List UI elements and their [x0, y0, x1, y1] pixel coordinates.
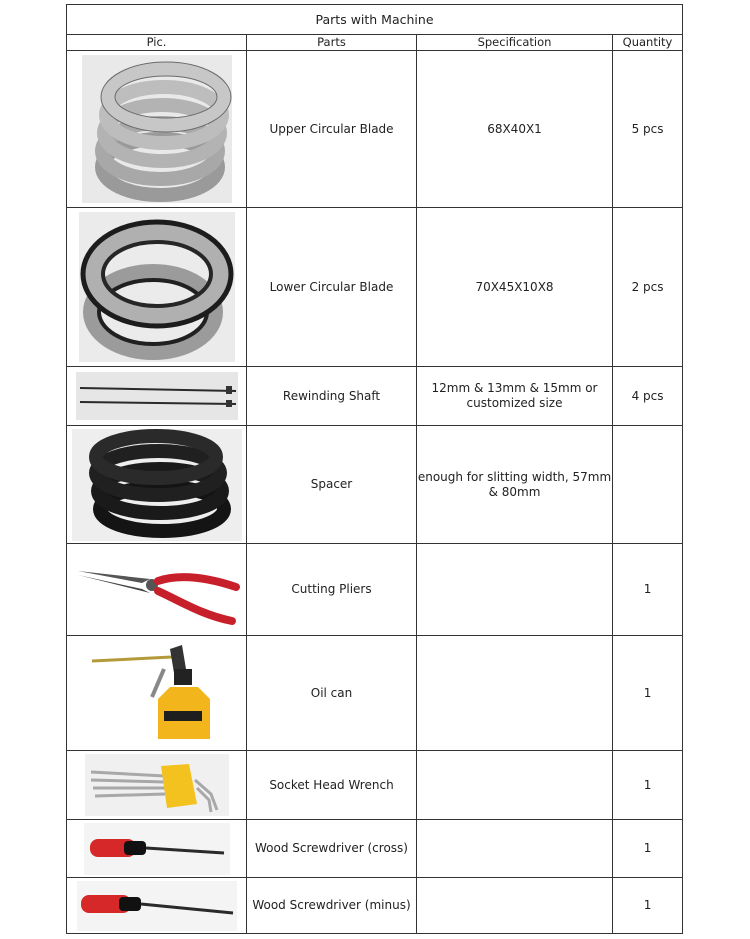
- parts-table: [66, 4, 683, 934]
- pic-cell: [67, 544, 247, 636]
- part-qty: 4 pcs: [613, 367, 683, 426]
- part-qty: 1: [613, 751, 683, 820]
- part-spec: 68X40X1: [417, 51, 613, 208]
- part-name: Rewinding Shaft: [247, 367, 417, 426]
- part-spec: [417, 426, 613, 544]
- pic-cell: [67, 820, 247, 878]
- lower-blade-rings-icon: [79, 212, 235, 362]
- header-quantity: Quantity: [613, 35, 683, 51]
- pic-cell: [67, 51, 247, 208]
- pic-cell: [67, 878, 247, 934]
- part-qty: 5 pcs: [613, 51, 683, 208]
- shafts-icon: [76, 372, 238, 420]
- pic-cell: [67, 426, 247, 544]
- part-spec: [417, 878, 613, 934]
- part-qty: 2 pcs: [613, 208, 683, 367]
- screwdriver-icon: [77, 881, 237, 931]
- part-spec: [417, 367, 613, 426]
- part-name: Spacer: [247, 426, 417, 544]
- part-name: Socket Head Wrench: [247, 751, 417, 820]
- pic-cell: [67, 751, 247, 820]
- spec-line-1: 12mm & 13mm & 15mm or: [431, 381, 598, 395]
- part-spec: [417, 544, 613, 636]
- table-row: [67, 878, 683, 934]
- header-parts: Parts: [247, 35, 417, 51]
- part-spec: 70X45X10X8: [417, 208, 613, 367]
- table-title: Parts with Machine: [67, 5, 683, 35]
- spec-line-2: customized size: [466, 396, 563, 410]
- part-name: Wood Screwdriver (cross): [247, 820, 417, 878]
- table-row: [67, 751, 683, 820]
- table-row: [67, 367, 683, 426]
- black-spacers-icon: [72, 429, 242, 541]
- part-spec: [417, 636, 613, 751]
- pic-cell: [67, 208, 247, 367]
- hex-key-set-icon: [85, 754, 229, 816]
- table-row: [67, 51, 683, 208]
- part-spec: [417, 820, 613, 878]
- table-row: [67, 544, 683, 636]
- header-pic: Pic.: [67, 35, 247, 51]
- part-qty: [613, 426, 683, 544]
- pic-cell: [67, 367, 247, 426]
- part-name: Oil can: [247, 636, 417, 751]
- table-row: [67, 426, 683, 544]
- part-spec: [417, 751, 613, 820]
- header-specification: Specification: [417, 35, 613, 51]
- spec-line-1: enough for slitting width, 57mm: [417, 469, 612, 484]
- part-qty: 1: [613, 544, 683, 636]
- part-name: Cutting Pliers: [247, 544, 417, 636]
- part-qty: 1: [613, 878, 683, 934]
- table-row: [67, 636, 683, 751]
- part-qty: 1: [613, 636, 683, 751]
- part-name: Upper Circular Blade: [247, 51, 417, 208]
- table-row: [67, 820, 683, 878]
- spec-line-2: & 80mm: [488, 484, 541, 499]
- part-qty: 1: [613, 820, 683, 878]
- oil-can-icon: [82, 639, 232, 747]
- stacked-blade-rings-icon: [82, 55, 232, 203]
- screwdriver-icon: [84, 823, 230, 875]
- part-name: Lower Circular Blade: [247, 208, 417, 367]
- pic-cell: [67, 636, 247, 751]
- part-name: Wood Screwdriver (minus): [247, 878, 417, 934]
- pliers-icon: [72, 549, 242, 631]
- table-row: [67, 208, 683, 367]
